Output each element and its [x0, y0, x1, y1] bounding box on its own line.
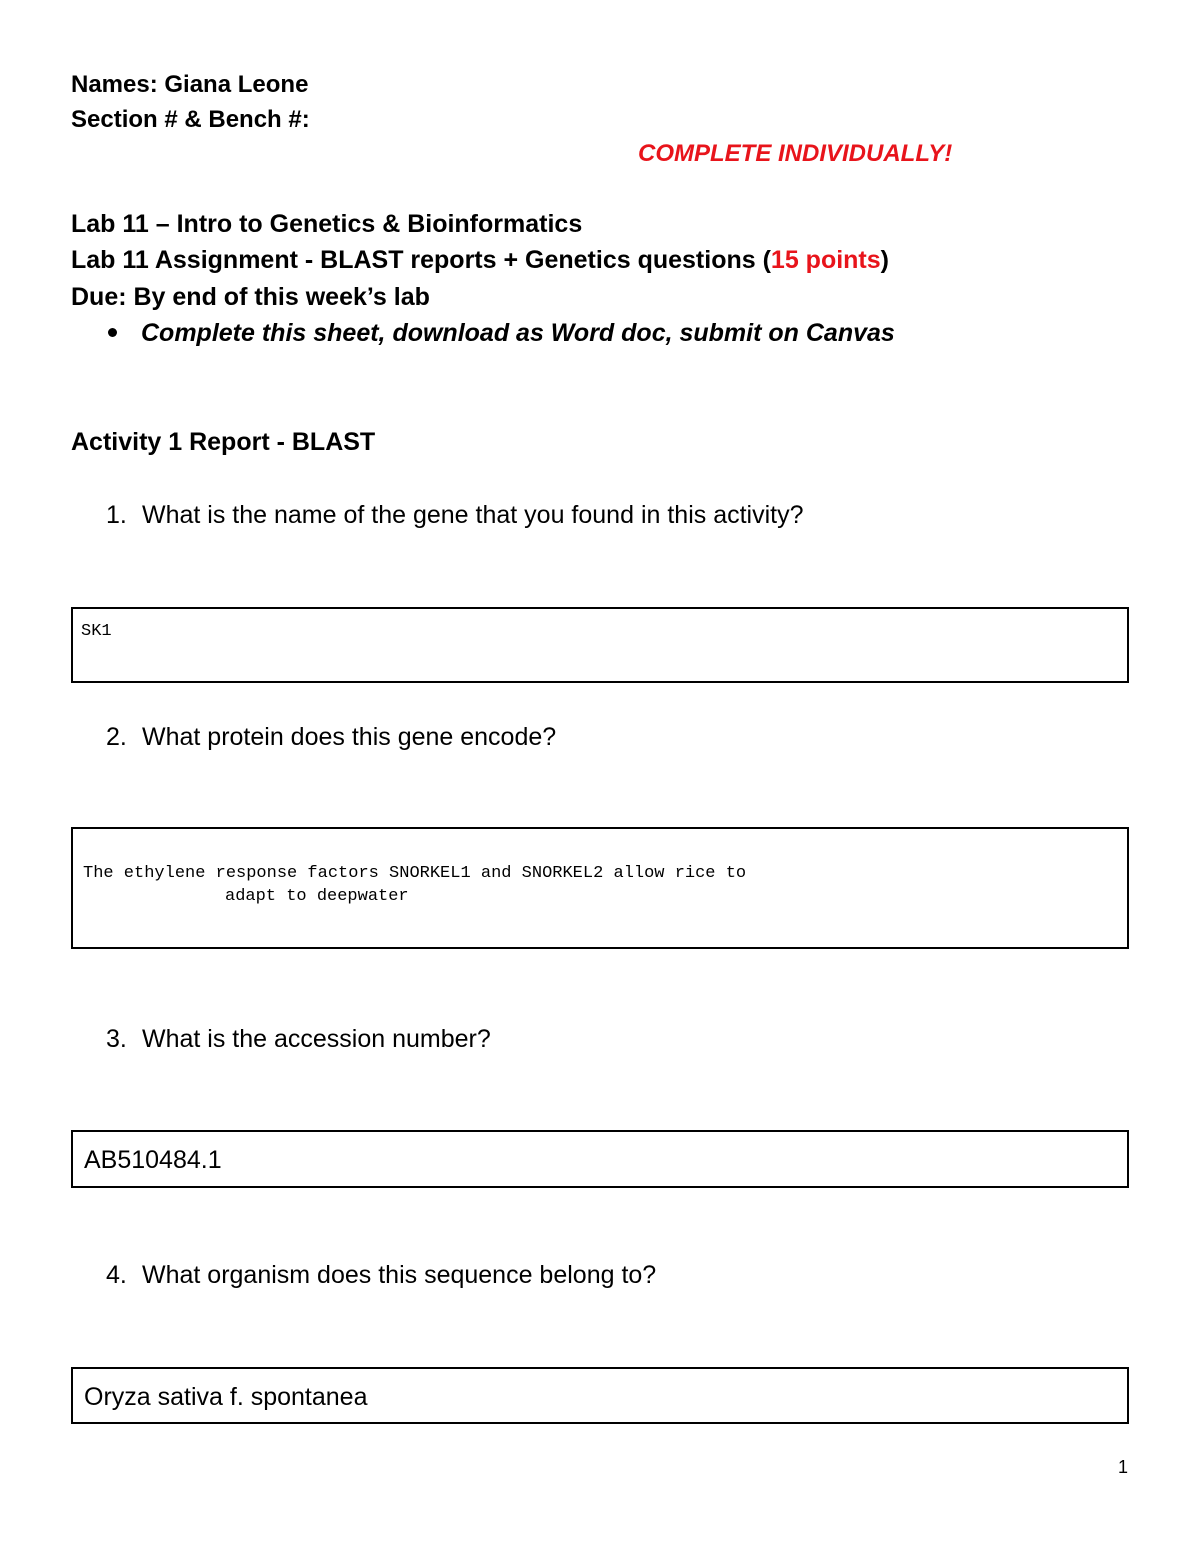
answer-text: Oryza sativa f. spontanea — [84, 1383, 368, 1411]
question-text: What protein does this gene encode? — [142, 723, 557, 751]
due-line: Due: By end of this week’s lab — [71, 283, 430, 311]
lab-title: Lab 11 – Intro to Genetics & Bioinformatics — [71, 210, 583, 238]
answer-text-line-1: The ethylene response factors SNORKEL1 and SNORKEL2 allow rice to — [83, 864, 747, 883]
question-number: 4. — [106, 1261, 127, 1289]
question-number: 1. — [106, 501, 127, 529]
answer-box-2[interactable] — [71, 827, 1129, 949]
question-text: What is the name of the gene that you found in this activity? — [142, 501, 804, 529]
question-number: 3. — [106, 1025, 127, 1053]
answer-text-line-2: adapt to deepwater — [225, 887, 409, 906]
question-1 — [106, 501, 804, 530]
question-2 — [106, 723, 556, 752]
answer-text: AB510484.1 — [84, 1146, 222, 1174]
question-4 — [106, 1261, 656, 1290]
instruction-bullet — [108, 319, 895, 348]
assignment-suffix: ) — [880, 246, 889, 274]
question-number: 2. — [106, 723, 127, 751]
question-text: What organism does this sequence belong to? — [142, 1261, 657, 1289]
answer-box-1[interactable] — [71, 607, 1129, 683]
question-text: What is the accession number? — [142, 1025, 491, 1053]
complete-individually-notice: COMPLETE INDIVIDUALLY! — [638, 140, 953, 167]
answer-box-3[interactable] — [71, 1130, 1129, 1188]
answer-box-4[interactable] — [71, 1367, 1129, 1424]
assignment-points: 15 points — [770, 246, 881, 274]
instruction-text: Complete this sheet, download as Word doc, submit on Canvas — [141, 319, 895, 347]
question-3 — [106, 1025, 491, 1054]
section-bench-line: Section # & Bench #: — [71, 106, 310, 133]
page-number: 1 — [1117, 1457, 1128, 1477]
names-line: Names: Giana Leone — [71, 71, 309, 98]
lab-assignment-line — [71, 246, 889, 275]
bullet-icon — [108, 328, 117, 337]
answer-text: SK1 — [81, 622, 112, 641]
activity-title: Activity 1 Report - BLAST — [71, 428, 376, 456]
assignment-prefix: Lab 11 Assignment - BLAST reports + Genetics questions ( — [71, 246, 771, 274]
